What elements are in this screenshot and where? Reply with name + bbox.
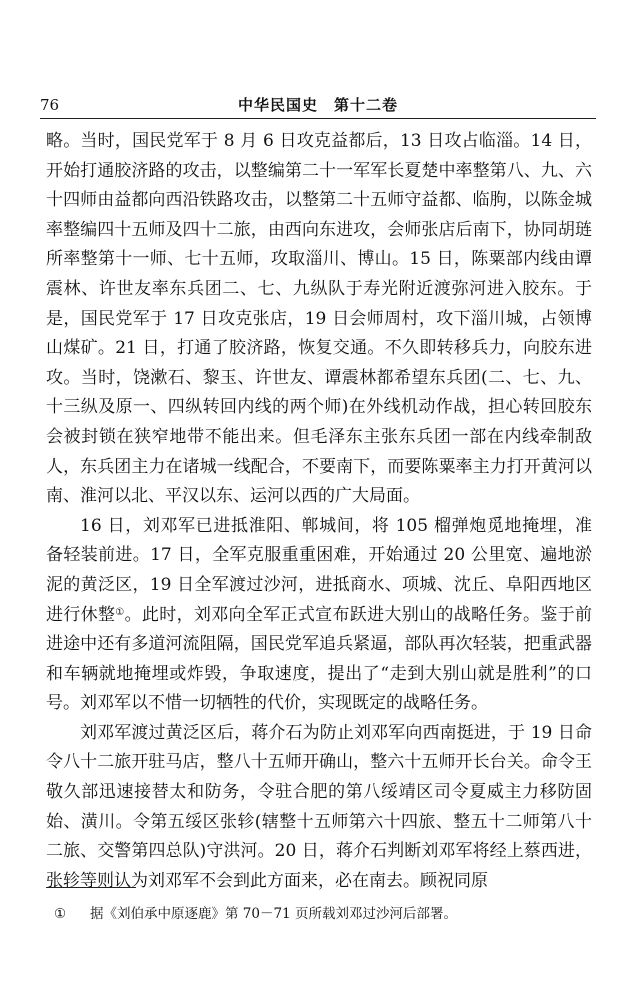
footnote-text: 据《刘伯承中原逐鹿》第 70－71 页所载刘邓过沙河后部署。	[90, 906, 457, 922]
paragraph-3-text: 刘邓军渡过黄泛区后，蒋介石为防止刘邓军向西南挺进，于 19 日命令八十二旅开驻马店，整八十五师开确山，整六十五师开长台关。命令王敬久部迅速接替太和防务，令驻合肥的第八绥靖区司令夏威主力移防固始、潢川。令第五绥区张轸(辖整十五师第六十四旅、整五十二师第八十二旅、交警第四总队)守洪河。20 日，蒋介石判断刘邓军将经上蔡西进，张轸等则认为刘邓军不会到此方面来，必在南去。顾祝同原	[46, 722, 592, 891]
body-text	[46, 127, 592, 896]
footnote	[54, 904, 584, 924]
paragraph-2	[46, 512, 592, 719]
paragraph-1	[46, 127, 592, 512]
paragraph-2-text-continued: 。此时，刘邓向全军正式宣布跃进大别山的战略任务。鉴于前进途中还有多道河流阻隔，国民党军追兵紧逼，部队再次轻装，把重武器和车辆就地掩埋或炸毁，争取速度，提出了“走到大别山就是胜利”的口号。刘邓军以不惜一切牺牲的代价，实现既定的战略任务。	[46, 604, 593, 714]
footnote-mark: ①	[54, 906, 67, 922]
running-header	[40, 94, 596, 119]
paragraph-1-text: 略。当时，国民党军于 8 月 6 日攻克益都后，13 日攻占临淄。14 日，开始打通胶济路的攻击，以整编第二十一军军长夏楚中率整第八、九、六十四师由益都向西沿铁路攻击，以整第二十五师守益都、临朐，以陈金城率整编四十五师及四十二旅，由西向东进攻，会师张店后南下，协同胡琏所率整第十一师、七十五师，攻取淄川、博山。15 日，陈粟部内线由谭震林、许世友率东兵团二、七、九纵队于寿光附近渡弥河进入胶东。于是，国民党军于 17 日攻克张店，19 日会师周村，攻下淄川城，占领博山煤矿。21 日，打通了胶济路，恢复交通。不久即转移兵力，向胶东进攻。当时，饶漱石、黎玉、许世友、谭震林都希望东兵团(二、七、九、十三纵及原一、四纵转回内线的两个师)在外线机动作战，担心转回胶东会被封锁在狭窄地带不能出来。但毛泽东主张东兵团一部在内线牵制敌人，东兵团主力在诸城一线配合，不要南下，而要陈粟率主力打开黄河以南、淮河以北、平汉以东、运河以西的广大局面。	[46, 131, 592, 507]
page-number: 76	[40, 96, 60, 114]
paragraph-2-text: 16 日，刘邓军已进抵淮阳、郸城间，将 105 榴弹炮觅地掩埋，准备轻装前进。17 日，全军克服重重困难，开始通过 20 公里宽、遍地淤泥的黄泛区，19 日全军渡过沙河，进抵商水、项城、沈丘、阜阳西地区进行休整	[46, 515, 592, 625]
running-title: 中华民国史 第十二卷	[237, 96, 398, 114]
footnote-divider	[46, 887, 136, 888]
footnote-reference[interactable]: ①	[115, 606, 125, 618]
paragraph-3	[46, 719, 592, 897]
